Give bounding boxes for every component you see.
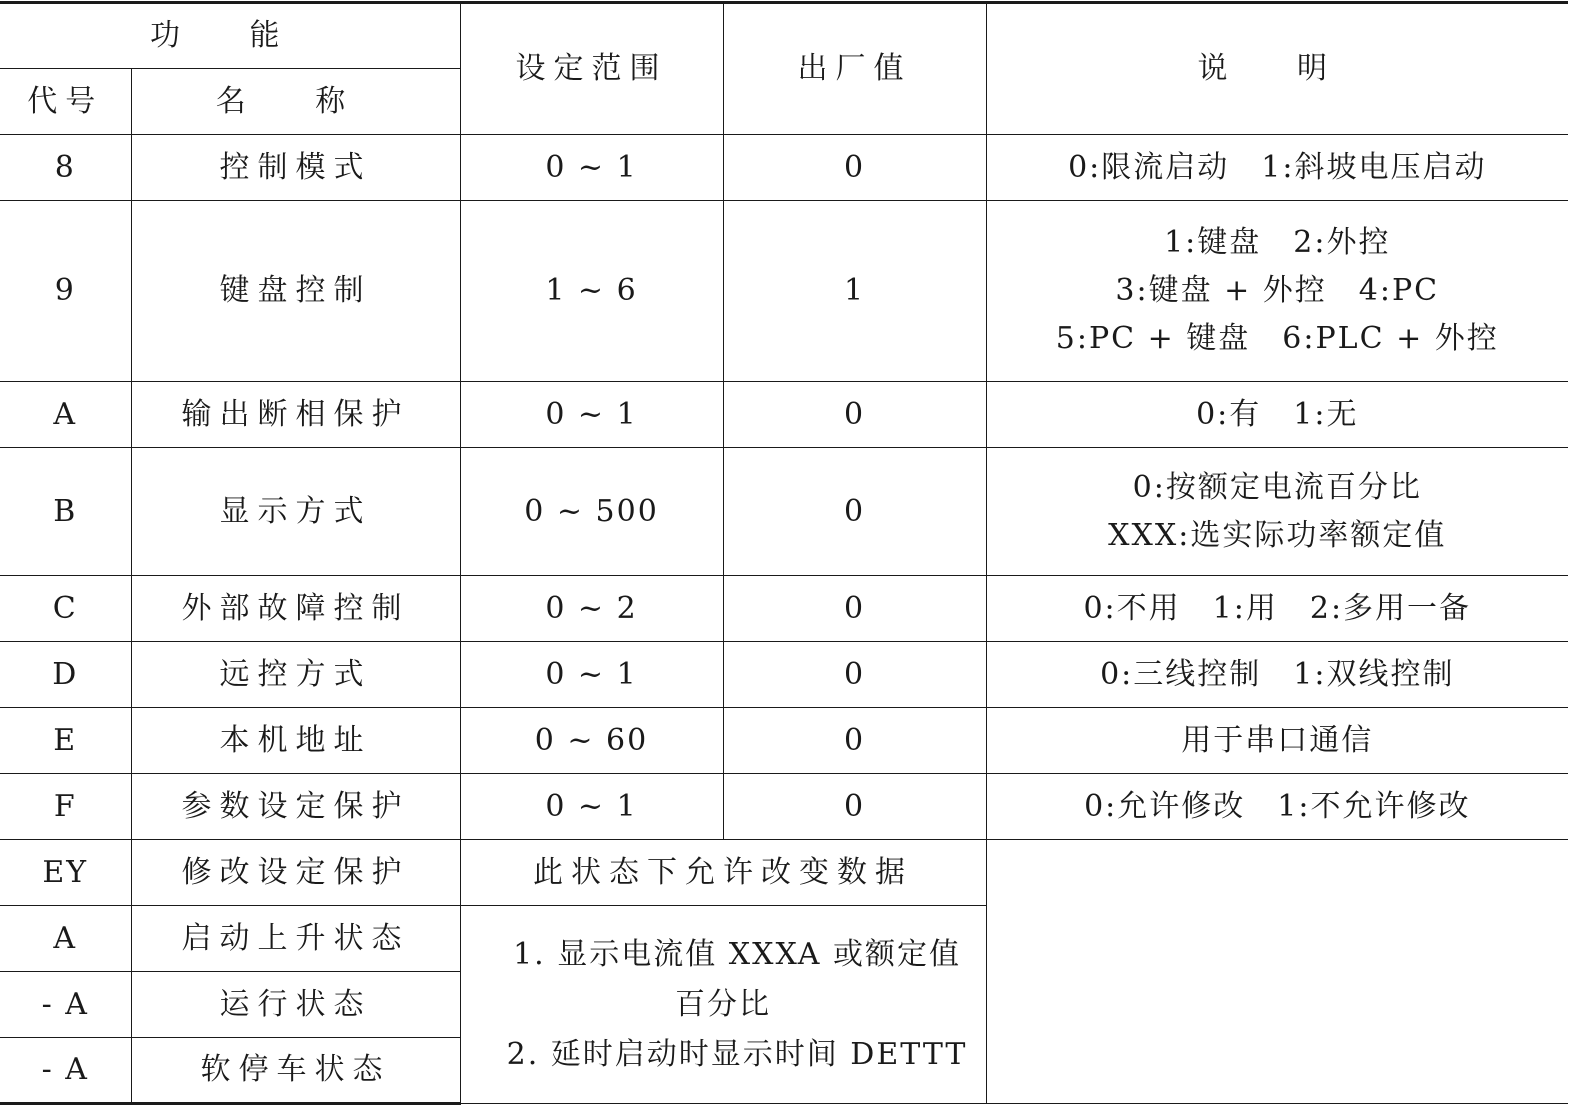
row-description: 0:三线控制 1:双线控制 xyxy=(986,642,1568,708)
status-note: 1. 显示电流值 XXXA 或额定值 百分比 2. 延时启动时显示时间 DETTT xyxy=(460,906,986,1104)
row-factory: 0 xyxy=(723,448,986,576)
row-name: 参数设定保护 xyxy=(131,774,460,840)
header-factory-value: 出厂值 xyxy=(723,3,986,135)
row-code: D xyxy=(0,642,131,708)
row-range: 1 ~ 6 xyxy=(460,201,723,382)
status-note-ey: 此状态下允许改变数据 xyxy=(460,840,986,906)
header-description: 说 明 xyxy=(986,3,1568,135)
table-row xyxy=(0,708,1568,774)
row-range: 0 ~ 1 xyxy=(460,642,723,708)
row-range: 0 ~ 1 xyxy=(460,382,723,448)
row-name: 运行状态 xyxy=(131,972,460,1038)
row-description: 0:允许修改 1:不允许修改 xyxy=(986,774,1568,840)
row-code: F xyxy=(0,774,131,840)
row-factory: 0 xyxy=(723,135,986,201)
row-factory: 0 xyxy=(723,642,986,708)
row-description: 0:按额定电流百分比 XXX:选实际功率额定值 xyxy=(986,448,1568,576)
row-factory: 0 xyxy=(723,708,986,774)
row-description: 用于串口通信 xyxy=(986,708,1568,774)
row-factory: 0 xyxy=(723,774,986,840)
row-code: B xyxy=(0,448,131,576)
table-row xyxy=(0,774,1568,840)
row-range: 0 ~ 1 xyxy=(460,774,723,840)
row-description: 0:不用 1:用 2:多用一备 xyxy=(986,576,1568,642)
table-row xyxy=(0,576,1568,642)
table-row xyxy=(0,201,1568,382)
row-name: 控制模式 xyxy=(131,135,460,201)
row-code: E xyxy=(0,708,131,774)
row-factory: 0 xyxy=(723,576,986,642)
row-code: 9 xyxy=(0,201,131,382)
row-description: 1:键盘 2:外控 3:键盘 + 外控 4:PC 5:PC + 键盘 6:PLC + 外控 xyxy=(986,201,1568,382)
row-name: 输出断相保护 xyxy=(131,382,460,448)
row-description: 0:限流启动 1:斜坡电压启动 xyxy=(986,135,1568,201)
table-row xyxy=(0,642,1568,708)
row-name: 外部故障控制 xyxy=(131,576,460,642)
row-name: 本机地址 xyxy=(131,708,460,774)
row-factory: 1 xyxy=(723,201,986,382)
header-code: 代号 xyxy=(0,69,131,135)
row-name: 键盘控制 xyxy=(131,201,460,382)
row-name: 软停车状态 xyxy=(131,1038,460,1104)
row-name: 显示方式 xyxy=(131,448,460,576)
row-range: 0 ~ 1 xyxy=(460,135,723,201)
row-factory: 0 xyxy=(723,382,986,448)
parameter-table xyxy=(0,1,1568,1105)
row-code: EY xyxy=(0,840,131,906)
table-row xyxy=(0,135,1568,201)
header-function: 功 能 xyxy=(0,3,460,69)
row-code: A xyxy=(0,906,131,972)
blank-cell xyxy=(986,840,1568,1104)
row-description: 0:有 1:无 xyxy=(986,382,1568,448)
row-range: 0 ~ 500 xyxy=(460,448,723,576)
row-code: - A xyxy=(0,1038,131,1104)
row-range: 0 ~ 60 xyxy=(460,708,723,774)
row-code: A xyxy=(0,382,131,448)
row-name: 远控方式 xyxy=(131,642,460,708)
header-setting-range: 设定范围 xyxy=(460,3,723,135)
row-code: - A xyxy=(0,972,131,1038)
row-name: 启动上升状态 xyxy=(131,906,460,972)
row-name: 修改设定保护 xyxy=(131,840,460,906)
header-name: 名 称 xyxy=(131,69,460,135)
row-code: 8 xyxy=(0,135,131,201)
table-row xyxy=(0,840,1568,906)
table-row xyxy=(0,382,1568,448)
table-row xyxy=(0,448,1568,576)
row-range: 0 ~ 2 xyxy=(460,576,723,642)
row-code: C xyxy=(0,576,131,642)
